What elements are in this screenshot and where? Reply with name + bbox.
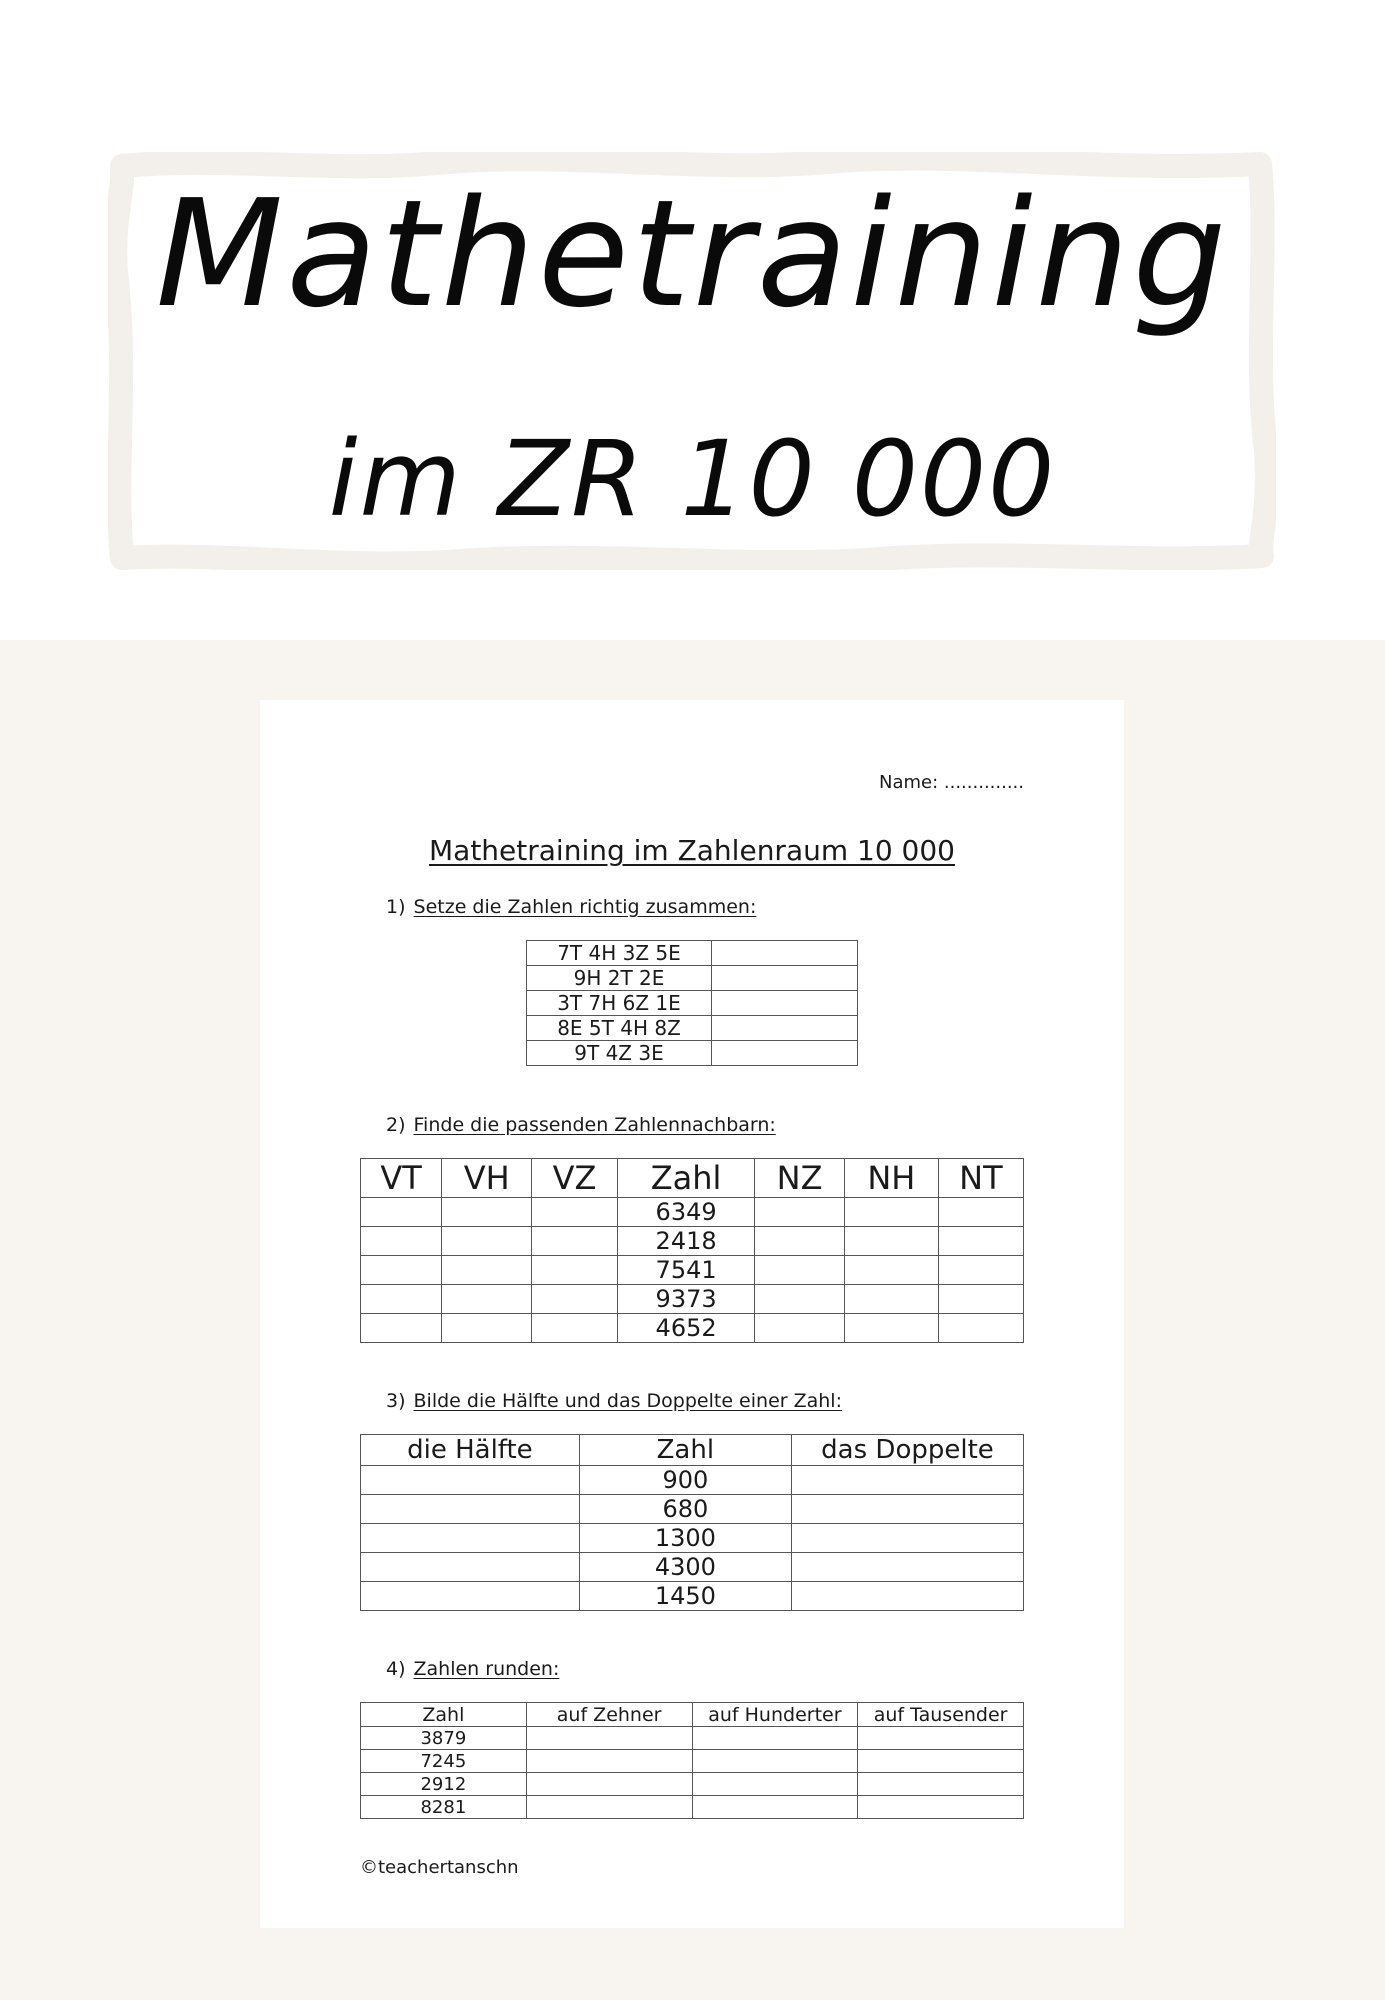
column-header: VH (442, 1159, 532, 1198)
worksheet-title: Mathetraining im Zahlenraum 10 000 (429, 834, 955, 867)
answer-cell[interactable] (858, 1727, 1024, 1750)
number-cell: 8281 (361, 1796, 527, 1819)
number-cell: 4300 (579, 1553, 791, 1582)
answer-cell[interactable] (442, 1198, 532, 1227)
place-value-cell: 9T 4Z 3E (527, 1041, 712, 1066)
task-4-heading (386, 1658, 559, 1680)
number-cell: 1300 (579, 1524, 791, 1553)
column-header: Zahl (361, 1703, 527, 1727)
table-header-row (361, 1703, 1024, 1727)
column-header: NZ (755, 1159, 845, 1198)
number-cell: 7245 (361, 1750, 527, 1773)
table-row (361, 1227, 1024, 1256)
cover-subtitle: im ZR 10 000 (328, 418, 1057, 540)
place-value-cell: 9H 2T 2E (527, 966, 712, 991)
task-instruction: Setze die Zahlen richtig zusammen: (413, 896, 757, 918)
table-row (361, 1796, 1024, 1819)
task-1-heading (386, 896, 756, 918)
answer-cell[interactable] (858, 1796, 1024, 1819)
answer-cell[interactable] (938, 1285, 1023, 1314)
answer-cell[interactable] (442, 1227, 532, 1256)
column-header: NT (938, 1159, 1023, 1198)
answer-cell[interactable] (755, 1227, 845, 1256)
answer-cell[interactable] (712, 1041, 858, 1066)
table-row (361, 1495, 1024, 1524)
task-3-heading (386, 1390, 842, 1412)
answer-cell[interactable] (532, 1256, 618, 1285)
answer-cell[interactable] (844, 1198, 938, 1227)
answer-cell[interactable] (361, 1582, 580, 1611)
answer-cell[interactable] (532, 1314, 618, 1343)
answer-cell[interactable] (844, 1285, 938, 1314)
table-row (527, 1016, 858, 1041)
answer-cell[interactable] (526, 1773, 692, 1796)
table-row (361, 1582, 1024, 1611)
task-1-table (526, 940, 858, 1066)
answer-cell[interactable] (755, 1256, 845, 1285)
answer-cell[interactable] (844, 1256, 938, 1285)
answer-cell[interactable] (526, 1796, 692, 1819)
answer-cell[interactable] (938, 1227, 1023, 1256)
answer-cell[interactable] (361, 1495, 580, 1524)
task-3-table (360, 1434, 1024, 1611)
answer-cell[interactable] (442, 1285, 532, 1314)
column-header: Zahl (579, 1435, 791, 1466)
answer-cell[interactable] (692, 1773, 858, 1796)
name-field-label: Name: .............. (879, 772, 1024, 793)
answer-cell[interactable] (858, 1773, 1024, 1796)
number-cell: 3879 (361, 1727, 527, 1750)
table-row (361, 1466, 1024, 1495)
number-cell: 900 (579, 1466, 791, 1495)
number-cell: 9373 (617, 1285, 754, 1314)
task-instruction: Finde die passenden Zahlennachbarn: (413, 1114, 776, 1136)
column-header: Zahl (617, 1159, 754, 1198)
table-row (361, 1773, 1024, 1796)
task-instruction: Zahlen runden: (413, 1658, 560, 1680)
answer-cell[interactable] (712, 991, 858, 1016)
answer-cell[interactable] (791, 1466, 1023, 1495)
answer-cell[interactable] (712, 1016, 858, 1041)
column-header: das Doppelte (791, 1435, 1023, 1466)
answer-cell[interactable] (442, 1256, 532, 1285)
answer-cell[interactable] (938, 1256, 1023, 1285)
answer-cell[interactable] (361, 1553, 580, 1582)
task-number: 4) (386, 1658, 406, 1680)
answer-cell[interactable] (361, 1198, 442, 1227)
table-row (527, 1041, 858, 1066)
answer-cell[interactable] (712, 966, 858, 991)
table-header-row (361, 1159, 1024, 1198)
number-cell: 680 (579, 1495, 791, 1524)
answer-cell[interactable] (755, 1198, 845, 1227)
table-row (361, 1553, 1024, 1582)
number-cell: 6349 (617, 1198, 754, 1227)
answer-cell[interactable] (361, 1227, 442, 1256)
answer-cell[interactable] (791, 1553, 1023, 1582)
answer-cell[interactable] (844, 1227, 938, 1256)
cover-title: Mathetraining (155, 168, 1230, 340)
table-row (527, 966, 858, 991)
number-cell: 7541 (617, 1256, 754, 1285)
column-header: NH (844, 1159, 938, 1198)
answer-cell[interactable] (361, 1524, 580, 1553)
answer-cell[interactable] (858, 1750, 1024, 1773)
task-number: 2) (386, 1114, 406, 1136)
table-row (361, 1314, 1024, 1343)
table-row (361, 1727, 1024, 1750)
place-value-cell: 3T 7H 6Z 1E (527, 991, 712, 1016)
answer-cell[interactable] (938, 1314, 1023, 1343)
column-header: VZ (532, 1159, 618, 1198)
table-row (527, 941, 858, 966)
answer-cell[interactable] (692, 1796, 858, 1819)
answer-cell[interactable] (526, 1727, 692, 1750)
column-header: VT (361, 1159, 442, 1198)
answer-cell[interactable] (791, 1524, 1023, 1553)
answer-cell[interactable] (361, 1256, 442, 1285)
answer-cell[interactable] (791, 1582, 1023, 1611)
answer-cell[interactable] (938, 1198, 1023, 1227)
task-4-table (360, 1702, 1024, 1819)
column-header: auf Zehner (526, 1703, 692, 1727)
table-row (361, 1256, 1024, 1285)
table-row (527, 991, 858, 1016)
answer-cell[interactable] (361, 1285, 442, 1314)
number-cell: 2418 (617, 1227, 754, 1256)
answer-cell[interactable] (361, 1466, 580, 1495)
place-value-cell: 7T 4H 3Z 5E (527, 941, 712, 966)
answer-cell[interactable] (532, 1198, 618, 1227)
number-cell: 2912 (361, 1773, 527, 1796)
answer-cell[interactable] (791, 1495, 1023, 1524)
task-instruction: Bilde die Hälfte und das Doppelte einer Zahl: (413, 1390, 842, 1412)
answer-cell[interactable] (844, 1314, 938, 1343)
answer-cell[interactable] (361, 1314, 442, 1343)
column-header: die Hälfte (361, 1435, 580, 1466)
answer-cell[interactable] (442, 1314, 532, 1343)
table-row (361, 1750, 1024, 1773)
answer-cell[interactable] (532, 1227, 618, 1256)
table-row (361, 1285, 1024, 1314)
answer-cell[interactable] (532, 1285, 618, 1314)
worksheet-preview (260, 700, 1124, 1928)
answer-cell[interactable] (692, 1727, 858, 1750)
column-header: auf Hunderter (692, 1703, 858, 1727)
answer-cell[interactable] (526, 1750, 692, 1773)
answer-cell[interactable] (755, 1314, 845, 1343)
answer-cell[interactable] (712, 941, 858, 966)
table-row (361, 1198, 1024, 1227)
answer-cell[interactable] (692, 1750, 858, 1773)
task-number: 3) (386, 1390, 406, 1412)
task-2-heading (386, 1114, 776, 1136)
task-number: 1) (386, 896, 406, 918)
column-header: auf Tausender (858, 1703, 1024, 1727)
table-row (361, 1524, 1024, 1553)
number-cell: 4652 (617, 1314, 754, 1343)
number-cell: 1450 (579, 1582, 791, 1611)
table-header-row (361, 1435, 1024, 1466)
place-value-cell: 8E 5T 4H 8Z (527, 1016, 712, 1041)
copyright-text: ©teachertanschn (360, 1857, 519, 1878)
answer-cell[interactable] (755, 1285, 845, 1314)
task-2-table (360, 1158, 1024, 1343)
